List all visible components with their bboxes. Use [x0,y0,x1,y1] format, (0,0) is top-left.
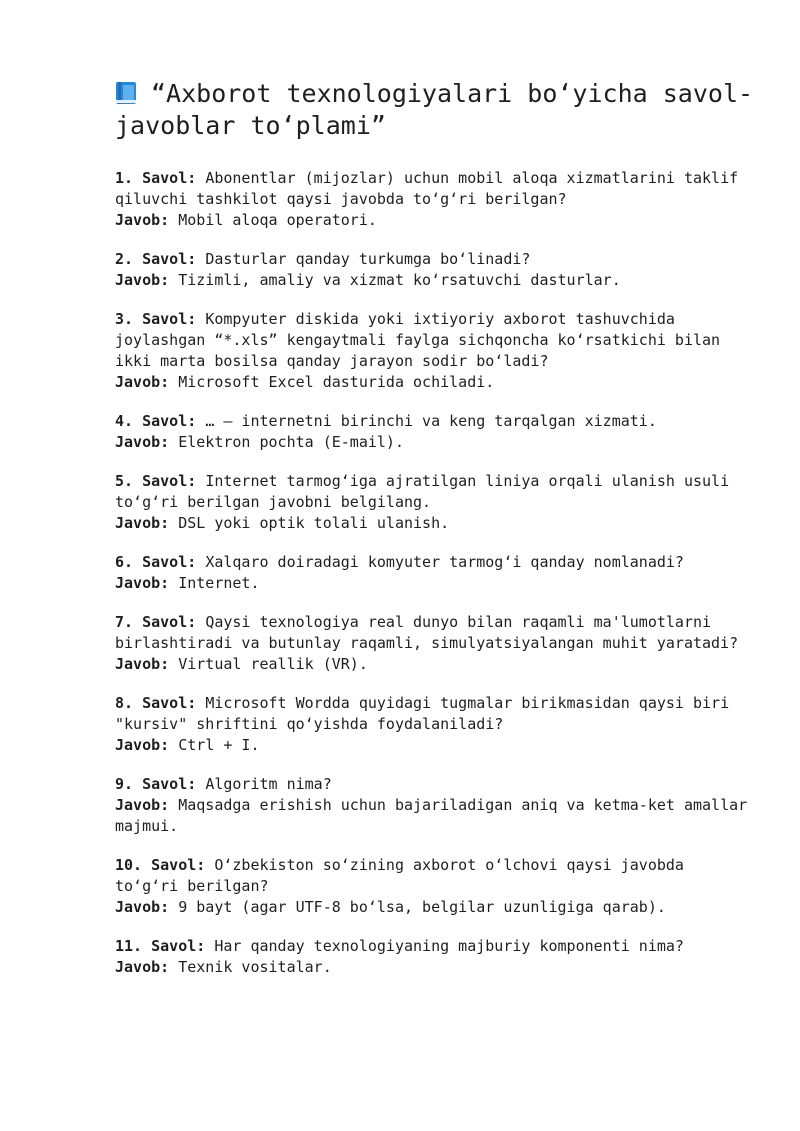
answer-line [115,957,755,978]
title-text: “Axborot texnologiyalari bo‘yicha savol-javoblar to‘plami” [115,79,754,140]
question-line [115,612,755,654]
question-text: Xalqaro doiradagi komyuter tarmog‘i qanday nomlanadi? [205,553,684,571]
answer-label: Javob: [115,736,170,754]
page-title [115,78,755,142]
question-number: 2. [115,250,134,268]
answer-label: Javob: [115,433,170,451]
question-label: Savol: [142,553,197,571]
qa-list [115,168,755,978]
question-text: Microsoft Wordda quyidagi tugmalar birikmasidan qaysi biri "kursiv" shriftini qo‘yishda foydalaniladi? [115,694,730,733]
answer-label: Javob: [115,211,170,229]
question-label: Savol: [142,613,197,631]
document-page [115,78,755,996]
question-label: Savol: [151,937,206,955]
question-text: Qaysi texnologiya real dunyo bilan raqamli ma'lumotlarni birlashtiradi va butunlay raqamli, simulyatsiyalangan muhit yaratadi? [115,613,739,652]
question-number: 7. [115,613,134,631]
qa-item [115,693,755,756]
question-text: Abonentlar (mijozlar) uchun mobil aloqa xizmatlarini taklif qiluvchi tashkilot qaysi javobda to‘g‘ri berilgan? [115,169,739,208]
question-number: 11. [115,937,143,955]
answer-text: Microsoft Excel dasturida ochiladi. [178,373,495,391]
answer-line [115,735,755,756]
answer-text: DSL yoki optik tolali ulanish. [178,514,450,532]
question-number: 8. [115,694,134,712]
qa-item [115,936,755,978]
qa-item [115,471,755,534]
question-line [115,249,755,270]
question-line [115,855,755,897]
question-label: Savol: [142,775,197,793]
qa-item [115,774,755,837]
answer-line [115,897,755,918]
question-number: 1. [115,169,134,187]
answer-line [115,210,755,231]
answer-text: Maqsadga erishish uchun bajariladigan aniq va ketma-ket amallar majmui. [115,796,748,835]
question-text: Internet tarmog‘iga ajratilgan liniya orqali ulanish usuli to‘g‘ri berilgan javobni belgilang. [115,472,730,511]
question-label: Savol: [142,169,197,187]
question-line [115,552,755,573]
answer-line [115,795,755,837]
question-number: 10. [115,856,143,874]
qa-item [115,249,755,291]
answer-label: Javob: [115,373,170,391]
answer-label: Javob: [115,574,170,592]
question-number: 4. [115,412,134,430]
answer-label: Javob: [115,655,170,673]
answer-text: Ctrl + I. [178,736,260,754]
qa-item [115,309,755,393]
answer-line [115,372,755,393]
blue-book-icon [115,81,137,105]
question-label: Savol: [151,856,206,874]
qa-item [115,855,755,918]
question-text: Kompyuter diskida yoki ixtiyoriy axborot tashuvchida joylashgan “*.xls” kengaytmali faylga sichqoncha ko‘rsatkichi bilan ikki marta bosilsa qanday jarayon sodir bo‘ladi? [115,310,721,370]
answer-text: Texnik vositalar. [178,958,332,976]
question-line [115,774,755,795]
question-line [115,168,755,210]
question-line [115,411,755,432]
answer-label: Javob: [115,898,170,916]
question-number: 5. [115,472,134,490]
answer-line [115,573,755,594]
question-label: Savol: [142,694,197,712]
question-label: Savol: [142,412,197,430]
answer-text: Tizimli, amaliy va xizmat ko‘rsatuvchi dasturlar. [178,271,621,289]
answer-line [115,432,755,453]
question-line [115,936,755,957]
answer-text: Elektron pochta (E-mail). [178,433,404,451]
question-text: Algoritm nima? [205,775,332,793]
question-text: Har qanday texnologiyaning majburiy komponenti nima? [214,937,684,955]
question-number: 6. [115,553,134,571]
question-text: Dasturlar qanday turkumga bo‘linadi? [205,250,531,268]
answer-label: Javob: [115,796,170,814]
qa-item [115,552,755,594]
answer-label: Javob: [115,514,170,532]
question-number: 9. [115,775,134,793]
answer-text: 9 bayt (agar UTF-8 bo‘lsa, belgilar uzunligiga qarab). [178,898,666,916]
answer-line [115,513,755,534]
question-label: Savol: [142,310,197,328]
qa-item [115,612,755,675]
answer-text: Internet. [178,574,260,592]
qa-item [115,168,755,231]
question-number: 3. [115,310,134,328]
answer-label: Javob: [115,958,170,976]
question-label: Savol: [142,250,197,268]
question-text: … – internetni birinchi va keng tarqalgan xizmati. [205,412,657,430]
answer-label: Javob: [115,271,170,289]
question-line [115,471,755,513]
answer-text: Virtual reallik (VR). [178,655,368,673]
question-label: Savol: [142,472,197,490]
answer-line [115,270,755,291]
qa-item [115,411,755,453]
question-text: O‘zbekiston so‘zining axborot o‘lchovi qaysi javobda to‘g‘ri berilgan? [115,856,684,895]
answer-line [115,654,755,675]
answer-text: Mobil aloqa operatori. [178,211,377,229]
question-line [115,693,755,735]
question-line [115,309,755,372]
